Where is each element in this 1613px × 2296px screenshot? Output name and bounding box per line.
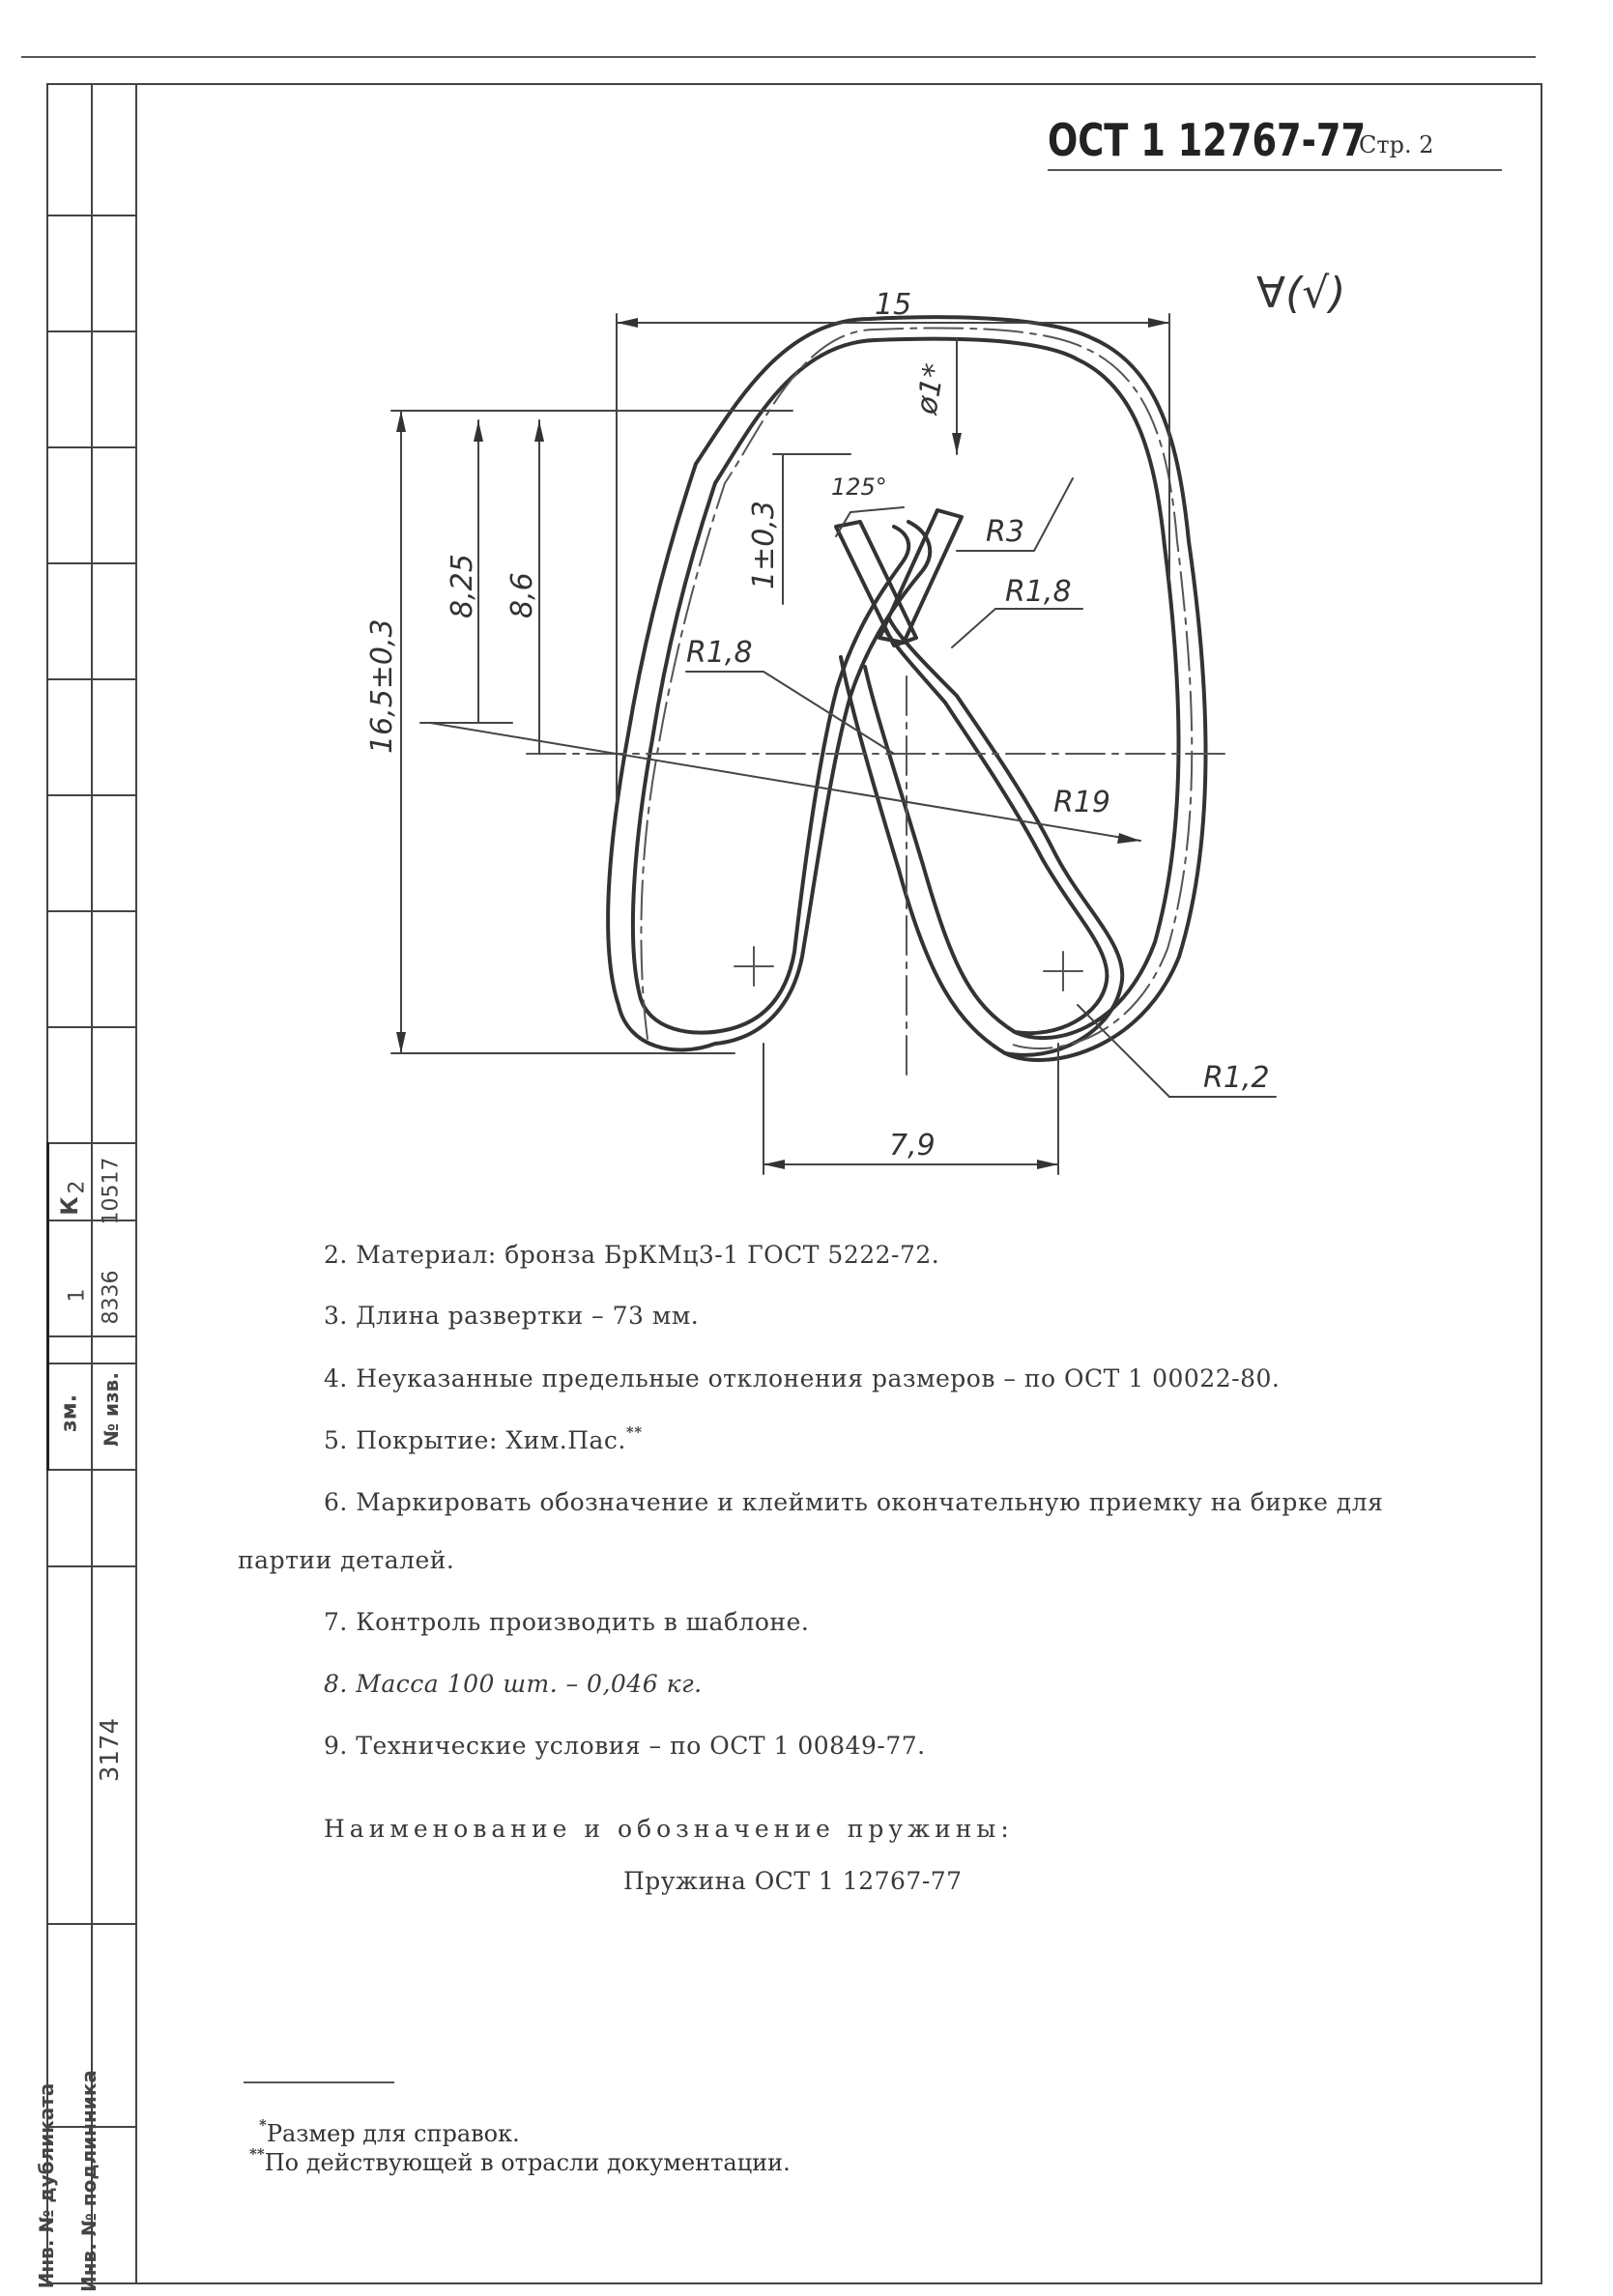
side-rule bbox=[46, 1469, 137, 1471]
orig-inv-label: Инв. № подлинника bbox=[77, 2070, 101, 2292]
naming-designation: Пружина ОСТ 1 12767-77 bbox=[623, 1867, 963, 1895]
arrow bbox=[1117, 833, 1140, 844]
note-4: 4. Неуказанные предельные отклонения размеров – по ОСТ 1 00022-80. bbox=[324, 1364, 1281, 1392]
doc-no-1: 8336 bbox=[99, 1270, 124, 1325]
note-6-cont: партии деталей. bbox=[238, 1546, 455, 1574]
dim-width: 15 bbox=[875, 288, 912, 322]
dim-r18-left: R1,8 bbox=[686, 636, 753, 670]
footnote-2-mark: ** bbox=[249, 2145, 265, 2163]
doc-no-label: № изв. bbox=[100, 1372, 123, 1447]
dim-height: 16,5±0,3 bbox=[365, 618, 399, 754]
dim-h2: 8,6 bbox=[505, 572, 539, 618]
arrow bbox=[1148, 318, 1169, 328]
note-3: 3. Длина развертки – 73 мм. bbox=[324, 1302, 700, 1330]
change-letter: К bbox=[56, 1196, 83, 1216]
footnote-2 bbox=[249, 2145, 791, 2176]
dim-angle: 125° bbox=[831, 474, 887, 501]
dim-r18-right-leader bbox=[952, 609, 1082, 647]
change-label: зм. bbox=[57, 1393, 82, 1433]
arrow bbox=[952, 433, 962, 454]
dim-angle-leader bbox=[836, 507, 904, 536]
orig-inv-no: 3174 bbox=[96, 1717, 125, 1783]
dim-r19: R19 bbox=[1053, 786, 1111, 819]
dim-gap: 1±0,3 bbox=[747, 501, 781, 589]
page-label: Стр. 2 bbox=[1359, 131, 1434, 158]
change-col-1: 1 bbox=[65, 1288, 90, 1303]
arrow bbox=[534, 420, 544, 442]
dup-inv-label: Инв. № дубликата bbox=[35, 2082, 58, 2289]
arrow bbox=[396, 411, 406, 432]
side-rule bbox=[46, 1335, 137, 1337]
note-5 bbox=[324, 1423, 643, 1454]
arrow bbox=[617, 318, 638, 328]
arrow bbox=[396, 1032, 406, 1053]
note-5-mark: ** bbox=[625, 1423, 643, 1441]
naming-heading: Наименование и обозначение пружины: bbox=[324, 1815, 1014, 1843]
side-rule bbox=[46, 1923, 137, 1925]
arrow bbox=[474, 420, 483, 442]
arrow bbox=[1037, 1160, 1058, 1169]
change-col-2: 2 bbox=[65, 1180, 90, 1194]
note-9: 9. Технические условия – по ОСТ 1 00849-77. bbox=[324, 1732, 926, 1760]
footnote-2-text: По действующей в отрасли документации. bbox=[264, 2149, 791, 2176]
note-7: 7. Контроль производить в шаблоне. bbox=[324, 1608, 810, 1636]
dim-r3: R3 bbox=[986, 515, 1024, 549]
spring-right-leg-2 bbox=[884, 628, 1107, 1033]
spring-right-leg bbox=[889, 618, 1122, 1055]
arrow bbox=[763, 1160, 785, 1169]
note-8: 8. Масса 100 шт. – 0,046 кг. bbox=[324, 1670, 703, 1698]
roughness-mark: ∀(√) bbox=[1256, 269, 1346, 318]
dim-h1: 8,25 bbox=[446, 554, 479, 618]
side-rule bbox=[46, 1565, 137, 1567]
note-2: 2. Материал: бронза БрКМц3-1 ГОСТ 5222-72. bbox=[324, 1241, 940, 1269]
note-5-text: 5. Покрытие: Хим.Пас. bbox=[324, 1426, 626, 1454]
footnote-1-text: Размер для справок. bbox=[266, 2120, 520, 2147]
dim-r18-right: R1,8 bbox=[1005, 575, 1072, 609]
note-6: 6. Маркировать обозначение и клеймить окончательную приемку на бирке для bbox=[324, 1488, 1384, 1516]
dim-wire-dia: ø1* bbox=[909, 360, 952, 417]
footnote-rule bbox=[244, 2081, 394, 2083]
footnote-1 bbox=[259, 2116, 520, 2147]
doc-code: ОСТ 1 12767-77 bbox=[1048, 114, 1367, 166]
side-rule bbox=[46, 1363, 137, 1364]
dim-r12: R1,2 bbox=[1203, 1061, 1270, 1095]
dim-bottom-width: 7,9 bbox=[889, 1129, 936, 1162]
doc-no-2: 10517 bbox=[99, 1157, 124, 1225]
footnote-1-mark: * bbox=[259, 2116, 267, 2134]
dim-big-radius-leader bbox=[430, 723, 1140, 841]
